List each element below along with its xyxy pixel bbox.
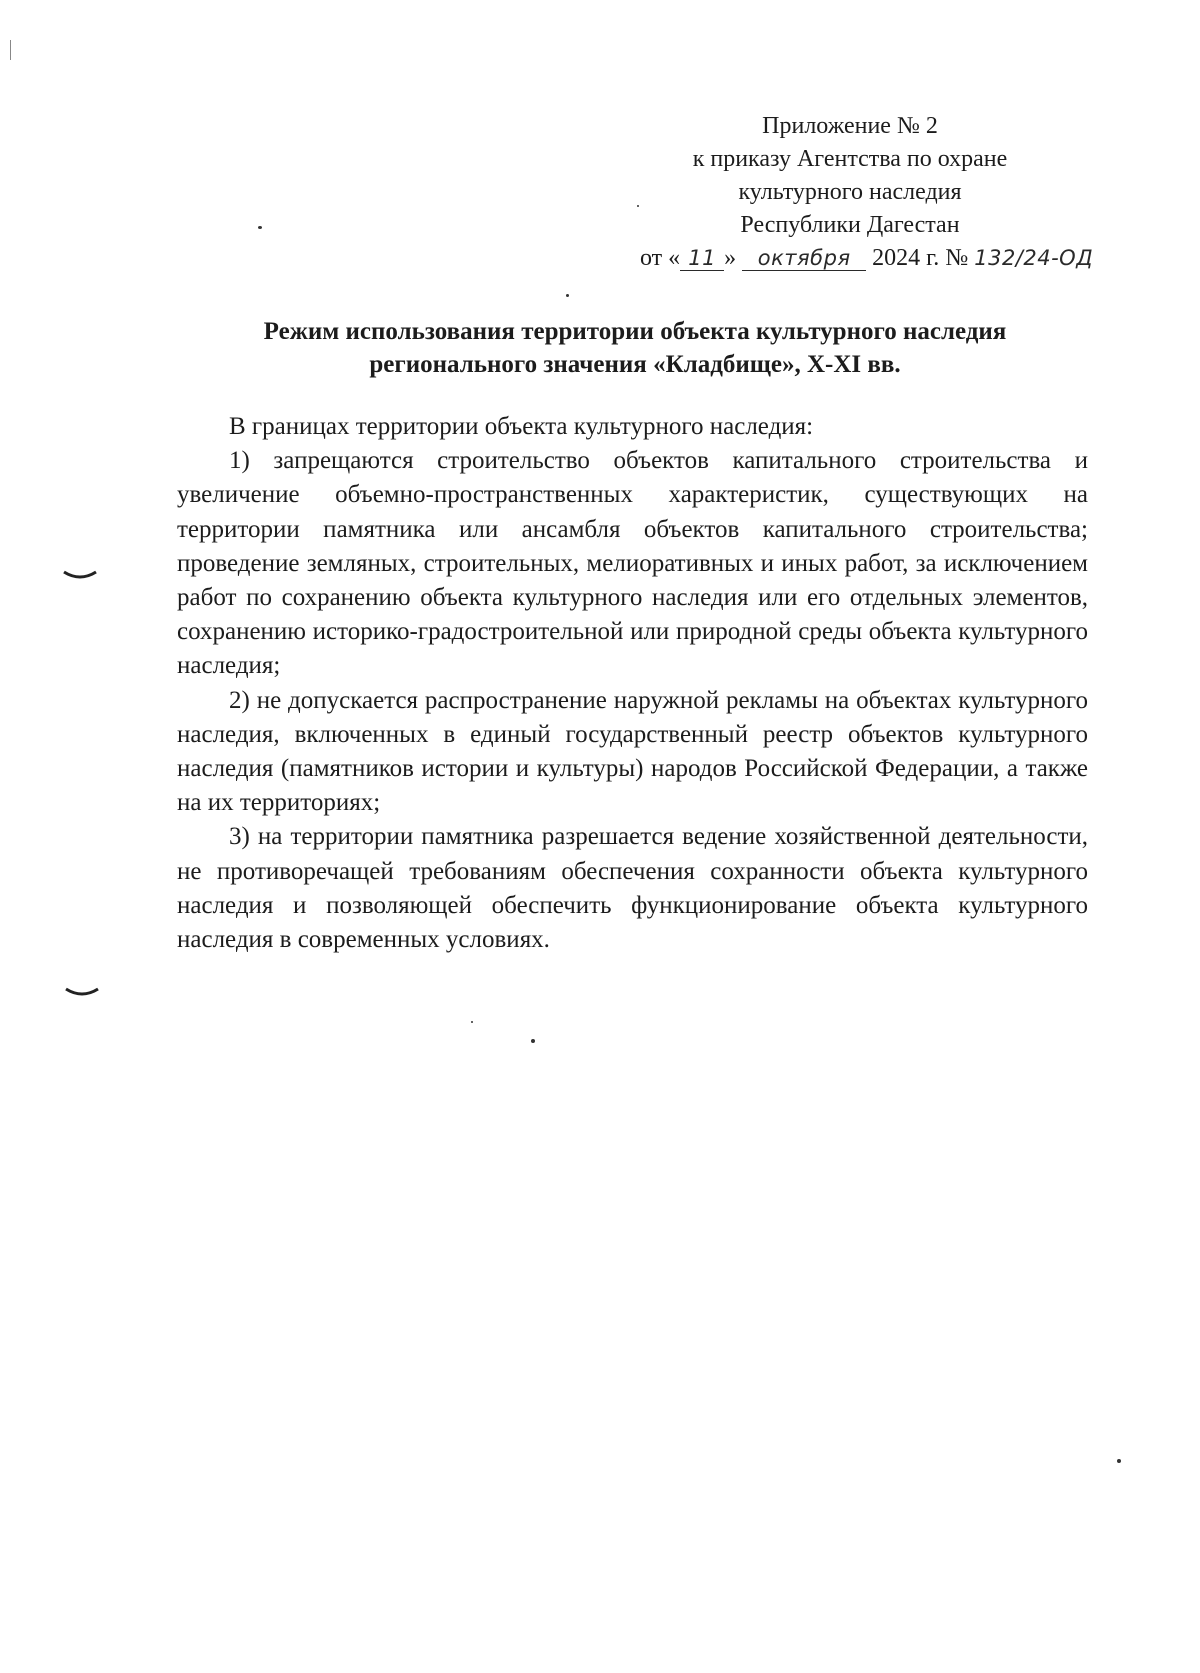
scan-speck	[258, 226, 262, 229]
scan-speck	[637, 205, 639, 207]
scan-speck	[471, 1021, 473, 1023]
scan-speck	[566, 294, 569, 297]
body-item-2: 2) не допускается распространение наружной рекламы на объектах культурного наследия, включенных в единый государственный реестр объектов культурного наследия (памятников истории и культуры) народов Российской Федерации, а также на их территориях;	[177, 686, 1088, 817]
appendix-header	[640, 110, 1094, 275]
handwritten-day: 11	[680, 246, 724, 271]
order-date-line	[640, 242, 1094, 275]
body-item-3: 3) на территории памятника разрешается ведение хозяйственной деятельности, не противоречащей требованиям обеспечения сохранности объекта культурного наследия и позволяющей обеспечить функционирование объекта культурного наследия в современных условиях.	[177, 823, 1088, 954]
appendix-agency: культурного наследия	[738, 179, 962, 205]
title-line-1: Режим использования территории объекта культурного наследия	[263, 318, 1007, 345]
appendix-order-ref: к приказу Агентства по охране	[692, 146, 1008, 172]
handwritten-order-number: 132/24-ОД	[974, 246, 1094, 270]
title-line-2: регионального значения «Кладбище», X-XI вв.	[369, 351, 901, 378]
scan-speck	[1117, 1459, 1121, 1463]
document-body	[177, 410, 1088, 957]
date-prefix: от «	[640, 245, 681, 271]
punch-mark-lower	[64, 985, 100, 999]
body-intro: В границах территории объекта культурного наследия:	[229, 413, 814, 440]
handwritten-month: октября	[742, 246, 866, 271]
date-year: 2024 г.	[872, 245, 940, 271]
punch-mark-upper	[62, 568, 98, 582]
document-title	[175, 315, 1095, 381]
date-mid: »	[724, 245, 737, 271]
scan-speck	[531, 1039, 535, 1043]
number-prefix: №	[945, 245, 969, 271]
appendix-number: Приложение № 2	[762, 113, 938, 139]
body-item-1: 1) запрещаются строительство объектов капитального строительства и увеличение объемно-пространственных характеристик, существующих на территории памятника или ансамбля объектов капитального строительства; проведение земляных, строительных, мелиоративных и иных работ, за исключением работ по сохранению объекта культурного наследия или его отдельных элементов, сохранению историко-градостроительной или природной среды объекта культурного наследия;	[177, 447, 1088, 680]
appendix-republic: Республики Дагестан	[740, 212, 960, 238]
scan-speck	[10, 40, 11, 60]
